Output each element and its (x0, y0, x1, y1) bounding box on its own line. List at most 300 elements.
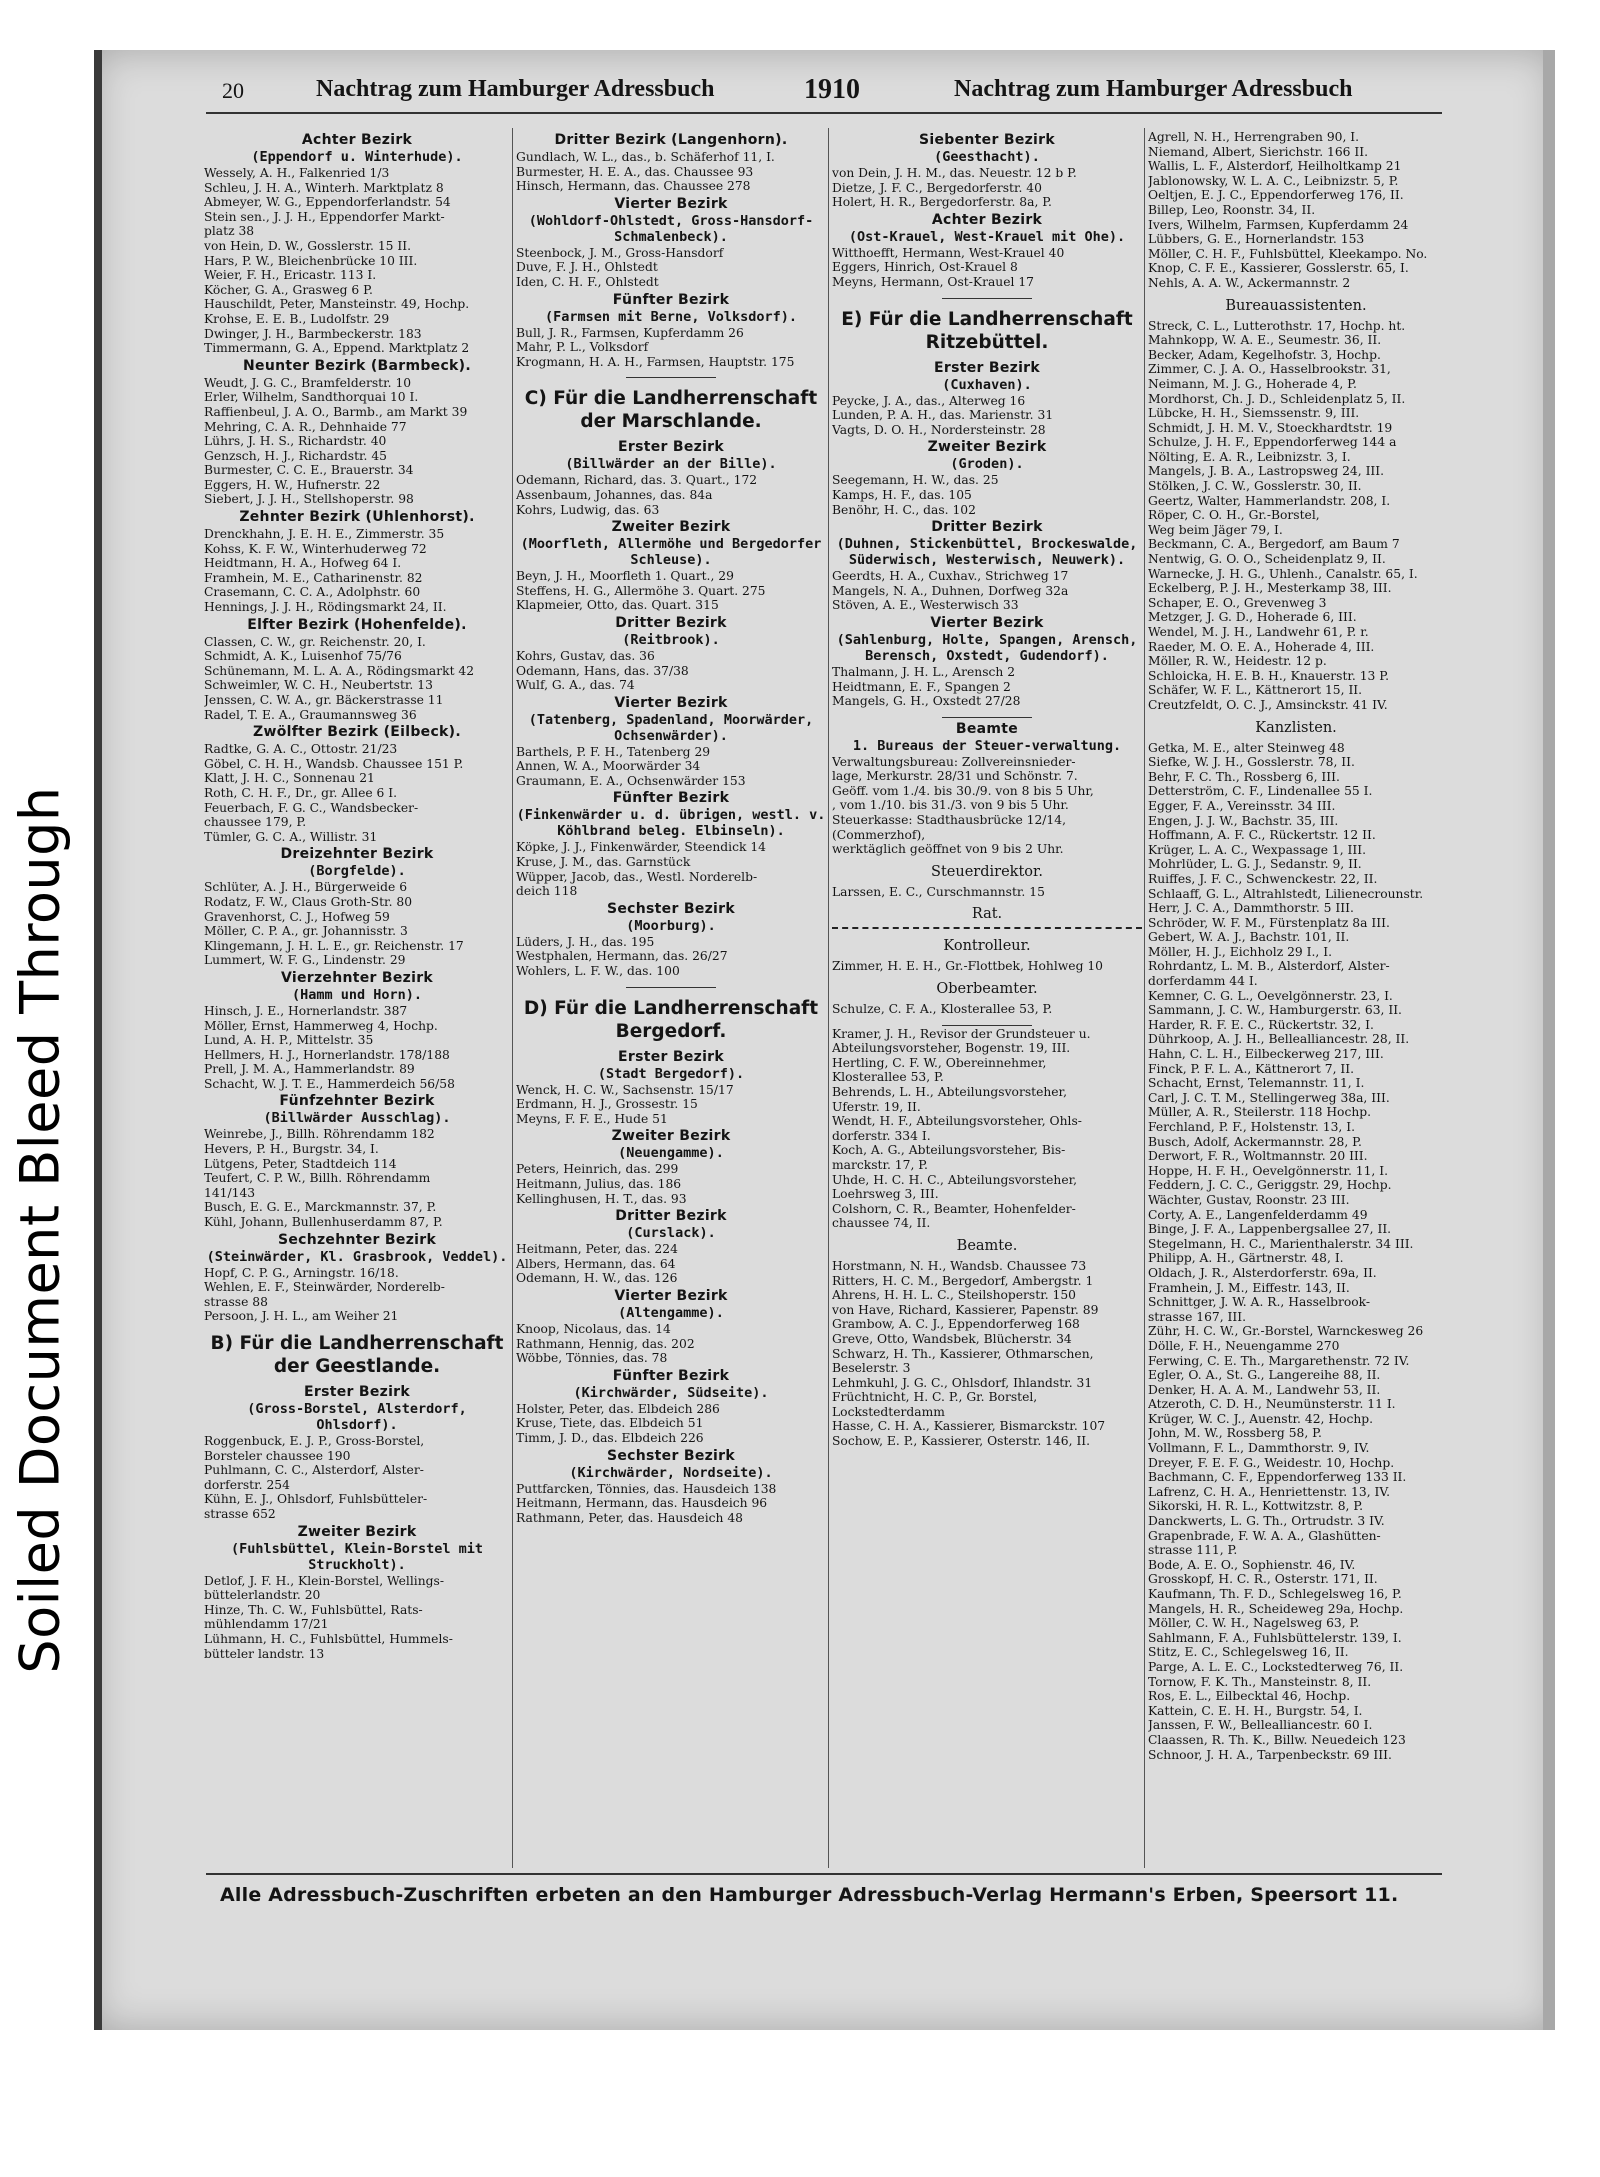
district-title: Erster Bezirk (304, 1384, 410, 1400)
directory-entry: Zühr, H. C. W., Gr.-Borstel, Warnckesweg 26 (1148, 1324, 1424, 1339)
section-heading (516, 695, 826, 744)
directory-entry: Binge, J. F. A., Lappenbergsallee 27, II. (1148, 1222, 1392, 1237)
directory-entry: John, M. W., Rossberg 58, P. (1148, 1426, 1322, 1441)
directory-entry: Lütgens, Peter, Stadtdeich 114 (204, 1156, 397, 1171)
directory-entry: Ruiffes, J. F. C., Schwenckestr. 22, II. (1148, 871, 1378, 886)
directory-entry: Detterström, C. F., Lindenallee 55 I. (1148, 784, 1373, 799)
directory-entry: Sahlmann, F. A., Fuhlsbüttelerstr. 139, I. (1148, 1630, 1402, 1645)
directory-entry: Uferstr. 19, II. (832, 1099, 921, 1114)
directory-entry: Ivers, Wilhelm, Farmsen, Kupferdamm 24 (1148, 217, 1409, 232)
directory-entry: Klapmeier, Otto, das. Quart. 315 (516, 598, 719, 613)
directory-entry: Erler, Wilhelm, Sandthorquai 10 I. (204, 390, 419, 405)
district-subtitle: (Farmsen mit Berne, Volksdorf). (545, 308, 797, 325)
directory-entry: Metzger, J. G. D., Hoherade 6, III. (1148, 610, 1357, 625)
directory-entry: Dwinger, J. H., Barmbeckerstr. 183 (204, 326, 422, 341)
directory-entry: Finck, P. F. L. A., Kättnerort 7, II. (1148, 1061, 1355, 1076)
directory-entry: Sikorski, H. R. L., Kottwitzstr. 8, P. (1148, 1499, 1364, 1514)
header-rule (206, 112, 1442, 114)
directory-entry: Schweimler, W. C. H., Neubertstr. 13 (204, 678, 433, 693)
directory-entry: Schaper, E. O., Grevenweg 3 (1148, 595, 1327, 610)
district-title: Erster Bezirk (934, 359, 1040, 376)
directory-entry: Mangels, H. R., Scheideweg 29a, Hochp. (1148, 1601, 1404, 1616)
directory-entry: Tornow, F. K. Th., Mansteinstr. 8, II. (1148, 1674, 1372, 1689)
section-heading (204, 1524, 510, 1573)
category-heading: Oberbeamter. (936, 981, 1038, 998)
district-title: Erster Bezirk (618, 1048, 724, 1065)
directory-entry: , vom 1./10. bis 31./3. von 9 bis 5 Uhr. (832, 798, 1069, 813)
district-subtitle: (Billwärder Ausschlag). (263, 1110, 451, 1127)
district-title: Fünfter Bezirk (612, 1367, 730, 1384)
directory-entry: Wendt, H. F., Abteilungsvorsteher, Ohls- (832, 1114, 1082, 1129)
directory-entry: Ahrens, H. H. L. C., Steilshoperstr. 150 (832, 1288, 1077, 1303)
directory-entry: Mehring, C. A. R., Dehnhaide 77 (204, 419, 407, 434)
directory-entry: Wulf, G. A., das. 74 (516, 678, 635, 693)
district-title: Neunter Bezirk (Barmbeck). (243, 357, 471, 374)
directory-entry: Knop, C. F. E., Kassierer, Gosslerstr. 65, I. (1148, 261, 1409, 276)
directory-entry: Oeltjen, E. J. C., Eppendorferweg 176, II. (1148, 188, 1404, 203)
district-subtitle: (Geesthacht). (934, 149, 1040, 165)
directory-entry: Neimann, M. J. G., Hoherade 4, P. (1148, 376, 1357, 391)
directory-entry: chaussee 74, II. (832, 1216, 931, 1231)
directory-entry: Mohrlüder, L. G. J., Sedanstr. 9, II. (1148, 857, 1362, 872)
column-3 (832, 130, 1142, 1870)
page-header (200, 74, 1500, 114)
directory-entry: Mangels, N. A., Duhnen, Dorfweg 32a (832, 583, 1069, 598)
directory-entry: Lafrenz, C. H. A., Henriettenstr. 13, IV. (1148, 1484, 1391, 1499)
directory-entry: (Commerzhof), (832, 827, 926, 842)
side-stamp-text: Soiled Document Bleed Through (8, 786, 72, 1674)
directory-entry: Carl, J. C. T. M., Stellingerweg 38a, III. (1148, 1090, 1390, 1105)
directory-entry: Dührkoop, A. J. H., Bellealliancestr. 28, II. (1148, 1032, 1410, 1047)
district-subtitle: (Borgfelde). (308, 863, 406, 880)
directory-entry: Dölle, F. H., Neuengamme 270 (1148, 1338, 1340, 1353)
directory-entry: Colshorn, C. R., Beamter, Hohenfelder- (832, 1201, 1076, 1216)
directory-entry: Schulze, J. H. F., Eppendorferweg 144 a (1148, 435, 1397, 450)
directory-entry: Rathmann, Hennig, das. 202 (516, 1336, 695, 1351)
district-subtitle: (Eppendorf u. Winterhude). (251, 149, 463, 165)
section-heading (204, 970, 510, 1003)
category-heading: Beamte. (956, 1237, 1018, 1254)
directory-entry: Schünemann, M. L. A. A., Rödingsmarkt 42 (204, 663, 475, 678)
directory-entry: Meyns, Hermann, Ost-Krauel 17 (832, 274, 1034, 289)
directory-entry: Hinsch, Hermann, das. Chaussee 278 (516, 179, 751, 194)
directory-entry: Danckwerts, L. G. Th., Ortrudstr. 3 IV. (1148, 1514, 1385, 1529)
directory-entry: Kruse, J. M., das. Garnstück (516, 855, 691, 870)
district-subtitle: (Neuengamme). (618, 1145, 724, 1162)
directory-entry: Abmeyer, W. G., Eppendorferlandstr. 54 (204, 195, 451, 210)
district-title: Sechster Bezirk (607, 1447, 735, 1464)
district-title: Zweiter Bezirk (297, 1523, 417, 1540)
district-subtitle: (Moorfleth, Allermöhe und Bergedorfer Schleuse). (520, 536, 822, 569)
directory-entry: Ros, E. L., Eilbecktal 46, Hochp. (1148, 1689, 1351, 1704)
directory-entry: Weier, F. H., Ericastr. 113 I. (204, 268, 377, 283)
directory-entry: Abteilungsvorsteher, Bogenstr. 19, III. (832, 1041, 1071, 1056)
district-subtitle: (Moorburg). (626, 917, 716, 934)
side-stamp (0, 660, 80, 1800)
directory-entry: Mahnkopp, W. A. E., Seumestr. 36, II. (1148, 333, 1382, 348)
directory-entry: strasse 88 (204, 1294, 268, 1309)
directory-entry: Heitmann, Julius, das. 186 (516, 1177, 682, 1191)
directory-entry: Lummert, W. F. G., Lindenstr. 29 (204, 953, 406, 968)
directory-entry: Schmidt, A. K., Luisenhof 75/76 (204, 649, 402, 664)
directory-entry: Jablonowsky, W. L. A. C., Leibnizstr. 5, P. (1148, 173, 1399, 188)
directory-entry: Engen, J. J. W., Bachstr. 35, III. (1148, 813, 1339, 828)
directory-entry: Framhein, M. E., Catharinenstr. 82 (204, 570, 423, 585)
directory-entry: Annen, W. A., Moorwärder 34 (516, 759, 701, 774)
column-1 (204, 130, 510, 1870)
section-heading (204, 846, 510, 879)
directory-entry: Creutzfeldt, O. C. J., Amsinckstr. 41 IV. (1148, 697, 1388, 712)
directory-entry: Parge, A. L. E. C., Lockstedterweg 76, II. (1148, 1659, 1404, 1674)
directory-entry: Odemann, Hans, das. 37/38 (516, 663, 689, 678)
directory-entry: Albers, Hermann, das. 64 (516, 1256, 676, 1271)
district-title: Achter Bezirk (931, 211, 1043, 228)
section-heading (516, 196, 826, 245)
short-rule (832, 709, 1142, 719)
directory-entry: Lunden, P. A. H., das. Marienstr. 31 (832, 408, 1054, 423)
directory-entry: Lühmann, H. C., Fuhlsbüttel, Hummels- (204, 1631, 453, 1646)
directory-entry: büttelerlandstr. 20 (204, 1588, 321, 1603)
section-heading (204, 617, 510, 634)
directory-entry: Krogmann, H. A. H., Farmsen, Hauptstr. 175 (516, 354, 795, 369)
directory-entry: Göbel, C. H. H., Wandsb. Chaussee 151 P. (204, 756, 464, 771)
directory-entry: Zimmer, H. E. H., Gr.-Flottbek, Hohlweg 10 (832, 959, 1103, 974)
section-heading (204, 1232, 510, 1265)
directory-entry: platz 38 (204, 224, 255, 239)
directory-entry: Tümler, G. C. A., Willistr. 31 (204, 829, 378, 844)
directory-entry: Loehrsweg 3, III. (832, 1187, 939, 1202)
directory-entry: Roth, C. H. F., Dr., gr. Allee 6 I. (204, 785, 398, 800)
directory-entry: Köpke, J. J., Finkenwärder, Steendick 14 (516, 840, 766, 855)
directory-entry: Geerdts, H. A., Cuxhav., Strichweg 17 (832, 569, 1069, 584)
directory-entry: Hinsch, J. E., Hornerlandstr. 387 (204, 1003, 408, 1018)
directory-entry: Kohrs, Gustav, das. 36 (516, 648, 655, 663)
directory-entry: Peters, Heinrich, das. 299 (516, 1162, 679, 1177)
directory-entry: Corty, A. E., Langenfelderdamm 49 (1148, 1207, 1368, 1222)
page-right-edge (1543, 50, 1555, 2030)
section-heading (516, 519, 826, 568)
directory-entry: werktäglich geöffnet von 9 bis 2 Uhr. (832, 842, 1064, 857)
directory-entry: Heitmann, Peter, das. 224 (516, 1242, 678, 1257)
directory-entry: Wehlen, E. F., Steinwärder, Norderelb- (204, 1280, 445, 1295)
directory-entry: Stein sen., J. J. H., Eppendorfer Markt- (204, 209, 445, 224)
directory-entry: Bachmann, C. F., Eppendorferweg 133 II. (1148, 1470, 1407, 1485)
directory-entry: Wächter, Gustav, Roonstr. 23 III. (1148, 1192, 1350, 1207)
directory-entry: Kaufmann, Th. F. D., Schlegelsweg 16, P. (1148, 1587, 1402, 1601)
directory-entry: Odemann, H. W., das. 126 (516, 1271, 678, 1286)
district-subtitle: (Duhnen, Stickenbüttel, Brockeswalde, Süderwisch, Westerwisch, Neuwerk). (836, 536, 1138, 569)
directory-entry: Peycke, J. A., das., Alterweg 16 (832, 393, 1026, 408)
directory-entry: Eckelberg, P. J. H., Mesterkamp 38, III. (1148, 581, 1392, 596)
directory-entry: Feuerbach, F. G. C., Wandsbecker- (204, 800, 419, 815)
district-title: Elfter Bezirk (Hohenfelde). (247, 616, 467, 633)
district-title: Dritter Bezirk (Langenhorn). (554, 132, 788, 148)
directory-entry: Witthoefft, Hermann, West-Krauel 40 (832, 245, 1065, 260)
directory-entry: Weudt, J. G. C., Bramfelderstr. 10 (204, 375, 412, 390)
district-title: Zweiter Bezirk (611, 1128, 731, 1145)
directory-entry: Kruse, Tiete, das. Elbdeich 51 (516, 1416, 704, 1431)
directory-entry: Sochow, E. P., Kassierer, Osterstr. 146, II. (832, 1434, 1091, 1449)
directory-entry: Grambow, A. C. J., Eppendorferweg 168 (832, 1317, 1080, 1332)
section-heading (516, 1368, 826, 1401)
directory-entry: Vagts, D. O. H., Nordersteinstr. 28 (832, 422, 1046, 437)
directory-entry: Hasse, C. H. A., Kassierer, Bismarckstr. 107 (832, 1419, 1106, 1434)
district-title: Vierter Bezirk (614, 694, 728, 711)
column-2 (516, 130, 826, 1870)
district-title: Zwölfter Bezirk (Eilbeck). (253, 724, 461, 741)
directory-entry: Stitz, E. C., Schlegelsweg 16, II. (1148, 1645, 1349, 1660)
directory-entry: Becker, Adam, Kegelhofstr. 3, Hochp. (1148, 347, 1381, 362)
directory-entry: Möller, C. W. H., Nagelsweg 63, P. (1148, 1616, 1360, 1631)
directory-entry: Schnoor, J. H. A., Tarpenbeckstr. 69 III. (1148, 1747, 1392, 1762)
directory-entry: Wendel, M. J. H., Landwehr 61, P. r. (1148, 625, 1369, 639)
directory-entry: Schnittger, J. W. A. R., Hasselbrook- (1148, 1295, 1371, 1310)
directory-entry: Möller, C. H. F., Fuhlsbüttel, Kleekampo. No. (1148, 246, 1428, 261)
directory-entry: Hevers, P. H., Burgstr. 34, I. (204, 1142, 379, 1157)
directory-entry: Hars, P. W., Bleichenbrücke 10 III. (204, 253, 418, 268)
directory-entry: lage, Merkurstr. 28/31 und Schönstr. 7. (832, 769, 1078, 784)
directory-entry: Köcher, G. A., Grasweg 6 P. (204, 282, 373, 297)
directory-entry: Ferwing, C. E. Th., Margarethenstr. 72 IV. (1148, 1353, 1410, 1368)
directory-entry: Timm, J. D., das. Elbdeich 226 (516, 1430, 704, 1445)
district-title: Vierter Bezirk (614, 1287, 728, 1304)
directory-entry: Uhde, H. C. H. C., Abteilungsvorsteher, (832, 1172, 1078, 1187)
district-subtitle: (Groden). (950, 456, 1024, 473)
short-rule (832, 1017, 1142, 1027)
directory-entry: Schacht, Ernst, Telemannstr. 11, I. (1148, 1076, 1365, 1091)
directory-entry: Stegelmann, H. C., Marienthalerstr. 34 III. (1148, 1236, 1414, 1251)
directory-entry: Hahn, C. L. H., Eilbeckerweg 217, III. (1148, 1047, 1384, 1062)
category-heading: Bureauassistenten. (1225, 297, 1367, 314)
directory-entry: Radtke, G. A. C., Ottostr. 21/23 (204, 742, 398, 757)
directory-entry: Holert, H. R., Bergedorferstr. 8a, P. (832, 195, 1052, 210)
directory-entry: Erdmann, H. J., Grossestr. 15 (516, 1097, 698, 1112)
section-heading (204, 358, 510, 375)
directory-entry: Gravenhorst, C. J., Hofweg 59 (204, 909, 390, 924)
directory-entry: Oldach, J. R., Alsterdorferstr. 69a, II. (1148, 1265, 1377, 1280)
district-title: Sechster Bezirk (607, 900, 735, 917)
directory-entry: Grosskopf, H. C. R., Osterstr. 171, II. (1148, 1572, 1378, 1587)
district-title: Vierter Bezirk (614, 195, 728, 212)
directory-entry: Wüpper, Jacob, das., Westl. Norderelb- (516, 869, 758, 884)
district-title: Fünfzehnter Bezirk (279, 1093, 435, 1110)
directory-entry: Odemann, Richard, das. 3. Quart., 172 (516, 473, 758, 488)
directory-entry: Puhlmann, C. C., Alsterdorf, Alster- (204, 1463, 424, 1478)
directory-entry: Schlaaff, G. L., Altrahlstedt, Lilienecrounstr. (1148, 886, 1424, 901)
directory-entry: Getka, M. E., alter Steinweg 48 (1148, 740, 1345, 755)
district-subtitle: (Altengamme). (618, 1304, 724, 1321)
directory-entry: Assenbaum, Johannes, das. 84a (516, 487, 713, 502)
directory-entry: Raeder, M. O. E. A., Hoherade 4, III. (1148, 639, 1375, 654)
directory-entry: Prell, J. M. A., Hammerlandstr. 89 (204, 1062, 415, 1077)
directory-entry: Barthels, P. F. H., Tatenberg 29 (516, 744, 711, 759)
jurisdiction-heading: E) Für die Landherrenschaft Ritzebüttel. (841, 308, 1133, 353)
directory-entry: Lehmkuhl, J. G. C., Ohlsdorf, Ihlandstr. 31 (832, 1375, 1093, 1390)
directory-entry: bütteler landstr. 13 (204, 1646, 325, 1661)
district-subtitle: (Wohldorf-Ohlstedt, Gross-Hansdorf-Schmalenbeck). (528, 212, 814, 245)
column-divider (512, 128, 513, 1868)
directory-entry: Schulze, C. F. A., Klosterallee 53, P. (832, 1002, 1053, 1017)
directory-entry: Harder, R. F. E. C., Rückertstr. 32, I. (1148, 1017, 1374, 1032)
directory-entry: Wallis, L. F., Alsterdorf, Heilholtkamp 21 (1148, 159, 1402, 174)
directory-entry: Kühn, E. J., Ohlsdorf, Fuhlsbütteler- (204, 1492, 428, 1507)
section-heading (832, 132, 1142, 165)
directory-entry: Möller, C. P. A., gr. Johannisstr. 3 (204, 924, 408, 939)
directory-entry: Duve, F. J. H., Ohlstedt (516, 260, 658, 275)
directory-entry: Feddern, J. C. C., Geriggstr. 29, Hochp. (1148, 1178, 1392, 1193)
directory-entry: Radel, T. E. A., Graumannsweg 36 (204, 707, 417, 722)
directory-entry: Weg beim Jäger 79, I. (1148, 522, 1283, 537)
district-title: Vierzehnter Bezirk (280, 969, 434, 986)
directory-entry: Mordhorst, Ch. J. D., Schleidenplatz 5, II. (1148, 391, 1406, 406)
directory-entry: Hennings, J. J. H., Rödingsmarkt 24, II. (204, 600, 447, 615)
directory-entry: Röper, C. O. H., Gr.-Borstel, (1148, 508, 1320, 523)
directory-entry: Beckmann, C. A., Bergedorf, am Baum 7 (1148, 537, 1400, 552)
category-heading: Kontrolleur. (943, 938, 1031, 955)
directory-entry: Ferchland, P. F., Holstenstr. 13, I. (1148, 1120, 1355, 1134)
directory-entry: Egger, F. A., Vereinsstr. 34 III. (1148, 798, 1336, 813)
district-title: Siebenter Bezirk (919, 132, 1055, 148)
directory-entry: Borsteler chaussee 190 (204, 1448, 351, 1463)
directory-entry: Timmermann, G. A., Eppend. Marktplatz 2 (204, 341, 470, 356)
directory-entry: mühlendamm 17/21 (204, 1617, 329, 1632)
section-heading (832, 212, 1142, 245)
directory-entry: Heidtmann, H. A., Hofweg 64 I. (204, 556, 402, 571)
section-heading (832, 721, 1142, 754)
directory-entry: Schmidt, J. H. M. V., Stoeckhardtstr. 19 (1148, 420, 1393, 435)
column-divider (828, 128, 829, 1868)
directory-entry: Busch, Adolf, Ackermannstr. 28, P. (1148, 1134, 1362, 1149)
section-heading (516, 1448, 826, 1481)
directory-entry: Siefke, W. J. H., Gosslerstr. 78, II. (1148, 755, 1355, 770)
section-heading (204, 1384, 510, 1433)
directory-entry: Steenbock, J. M., Gross-Hansdorf (516, 245, 724, 260)
directory-entry: Ritters, H. C. M., Bergedorf, Ambergstr. 1 (832, 1273, 1094, 1288)
directory-entry: Schäfer, W. F. L., Kättnerort 15, II. (1148, 683, 1363, 698)
section-heading (832, 615, 1142, 664)
directory-entry: Lührs, J. H. S., Richardstr. 40 (204, 434, 387, 449)
district-subtitle: 1. Bureaus der Steuer-verwaltung. (852, 737, 1122, 754)
district-title: Dritter Bezirk (615, 614, 727, 631)
directory-entry: Genzsch, H. J., Richardstr. 45 (204, 448, 387, 463)
directory-entry: Nölting, E. A. R., Leibnizstr. 3, I. (1148, 449, 1351, 464)
directory-entry: Kohrs, Ludwig, das. 63 (516, 502, 660, 517)
section-heading (516, 901, 826, 934)
directory-entry: Hoffmann, A. F. C., Rückertstr. 12 II. (1148, 828, 1376, 843)
directory-entry: Claassen, R. Th. K., Billw. Neuedeich 123 (1148, 1732, 1406, 1747)
directory-entry: Warnecke, J. H. G., Uhlenh., Canalstr. 65, I. (1148, 566, 1418, 581)
directory-entry: deich 118 (516, 884, 578, 899)
directory-entry: Geöff. vom 1./4. bis 30./9. von 8 bis 5 Uhr, (832, 783, 1094, 798)
directory-entry: Kohss, K. F. W., Winterhuderweg 72 (204, 541, 427, 556)
page-binding-edge (94, 50, 102, 2030)
jurisdiction-heading: D) Für die Landherrenschaft Bergedorf. (523, 997, 819, 1042)
directory-entry: Lockstedterdamm (832, 1404, 945, 1419)
directory-entry: Sammann, J. C. W., Hamburgerstr. 63, II. (1148, 1003, 1402, 1018)
directory-entry: Steuerkasse: Stadthausbrücke 12/14, (832, 813, 1066, 828)
district-subtitle: (Steinwärder, Kl. Grasbrook, Veddel). (206, 1248, 508, 1265)
footer-rule (206, 1873, 1442, 1875)
directory-entry: Klingemann, J. H. L. E., gr. Reichenstr. 17 (204, 938, 464, 953)
directory-entry: Lüders, J. H., das. 195 (516, 934, 655, 949)
directory-entry: Möller, H. J., Eichholz 29 I., I. (1148, 944, 1332, 959)
directory-entry: Holster, Peter, das. Elbdeich 286 (516, 1401, 720, 1416)
directory-entry: Mangels, J. B. A., Lastropsweg 24, III. (1148, 464, 1385, 479)
directory-entry: Hertling, C. F. W., Obereinnehmer, (832, 1055, 1047, 1070)
directory-entry: Hopf, C. P. G., Arningstr. 16/18. (204, 1265, 399, 1280)
directory-entry: Koch, A. G., Abteilungsvorsteher, Bis- (832, 1143, 1066, 1158)
directory-entry: Derwort, F. R., Woltmannstr. 20 III. (1148, 1149, 1368, 1164)
dashed-rule (832, 927, 1142, 931)
directory-entry: Benöhr, H. C., das. 102 (832, 502, 976, 517)
header-year: 1910 (804, 74, 860, 105)
directory-entry: Bode, A. E. O., Sophienstr. 46, IV. (1148, 1557, 1356, 1572)
directory-entry: Roggenbuck, E. J. P., Gross-Borstel, (204, 1434, 425, 1448)
short-rule (516, 979, 826, 989)
publisher-footer: Alle Adressbuch-Zuschriften erbeten an den Hamburger Adressbuch-Verlag Hermann's Erben, Speersort 11. (220, 1884, 1399, 1906)
directory-entry: Eggers, H. W., Hufnerstr. 22 (204, 477, 381, 492)
district-subtitle: (Hamm und Horn). (291, 986, 423, 1003)
district-title: Fünfter Bezirk (612, 790, 730, 807)
directory-entry: Steffens, H. G., Allermöhe 3. Quart. 275 (516, 583, 766, 598)
section-heading (516, 439, 826, 472)
district-subtitle: (Curslack). (626, 1225, 716, 1242)
directory-entry: Grapenbrade, F. W. A. A., Glashütten- (1148, 1528, 1381, 1543)
directory-entry: Dietze, J. F. C., Bergedorferstr. 40 (832, 180, 1042, 195)
directory-entry: Niemand, Albert, Sierichstr. 166 II. (1148, 144, 1369, 159)
jurisdiction-heading: B) Für die Landherrenschaft der Geestlande. (210, 1333, 504, 1377)
directory-entry: Knoop, Nicolaus, das. 14 (516, 1321, 671, 1336)
category-heading: Kanzlisten. (1255, 719, 1337, 736)
directory-entry: Kellinghusen, H. T., das. 93 (516, 1191, 687, 1206)
section-heading (204, 724, 510, 741)
district-title: Dritter Bezirk (931, 519, 1043, 536)
directory-entry: Heitmann, Hermann, das. Hausdeich 96 (516, 1496, 768, 1511)
directory-entry: Persoon, J. H. L., am Weiher 21 (204, 1309, 399, 1324)
directory-entry: Crasemann, C. C. A., Adolphstr. 60 (204, 585, 421, 600)
district-subtitle: (Tatenberg, Spadenland, Moorwärder, Ochsenwärder). (528, 711, 814, 744)
district-subtitle: (Kirchwärder, Nordseite). (569, 1464, 773, 1481)
directory-entry: Iden, C. H. F., Ohlstedt (516, 274, 659, 289)
district-title: Achter Bezirk (301, 132, 413, 148)
directory-entry: Teufert, C. P. W., Billh. Röhrendamm (204, 1171, 431, 1186)
district-title: Vierter Bezirk (930, 614, 1044, 631)
directory-entry: strasse 652 (204, 1506, 276, 1521)
directory-entry: Framhein, J. M., Eiffestr. 143, II. (1148, 1280, 1350, 1295)
directory-entry: Vollmann, F. L., Dammthorstr. 9, IV. (1148, 1441, 1370, 1456)
directory-entry: Burmester, C. C. E., Brauerstr. 34 (204, 463, 414, 478)
section-heading (516, 1208, 826, 1241)
directory-entry: Westphalen, Hermann, das. 26/27 (516, 949, 728, 964)
directory-entry: Krüger, L. A. C., Wexpassage 1, III. (1148, 842, 1367, 857)
directory-entry: Rodatz, F. W., Claus Groth-Str. 80 (204, 894, 413, 909)
directory-entry: Lund, A. H. P., Mittelstr. 35 (204, 1033, 374, 1048)
directory-entry: Detlof, J. F. H., Klein-Borstel, Wellings- (204, 1573, 444, 1588)
section-heading (516, 1128, 826, 1161)
directory-entry: Busch, E. G. E., Marckmannstr. 37, P. (204, 1200, 437, 1215)
district-title: Zehnter Bezirk (Uhlenhorst). (239, 509, 475, 526)
directory-entry: Kamps, H. F., das. 105 (832, 487, 972, 502)
directory-entry: Stöven, A. E., Westerwisch 33 (832, 598, 1019, 613)
directory-entry: dorferdamm 44 I. (1148, 974, 1258, 989)
directory-entry: Dreyer, F. E. F. G., Weidestr. 10, Hochp. (1148, 1455, 1395, 1470)
section-heading (516, 1288, 826, 1321)
directory-entry: Zimmer, C. J. A. O., Hasselbrookstr. 31, (1148, 362, 1391, 377)
district-subtitle: (Fuhlsbüttel, Klein-Borstel mit Struckholt). (231, 1540, 483, 1573)
directory-entry: Graumann, E. A., Ochsenwärder 153 (516, 773, 746, 788)
directory-entry: Denker, H. A. A. M., Landwehr 53, II. (1148, 1382, 1381, 1397)
directory-entry: Mahr, P. L., Volksdorf (516, 340, 649, 355)
